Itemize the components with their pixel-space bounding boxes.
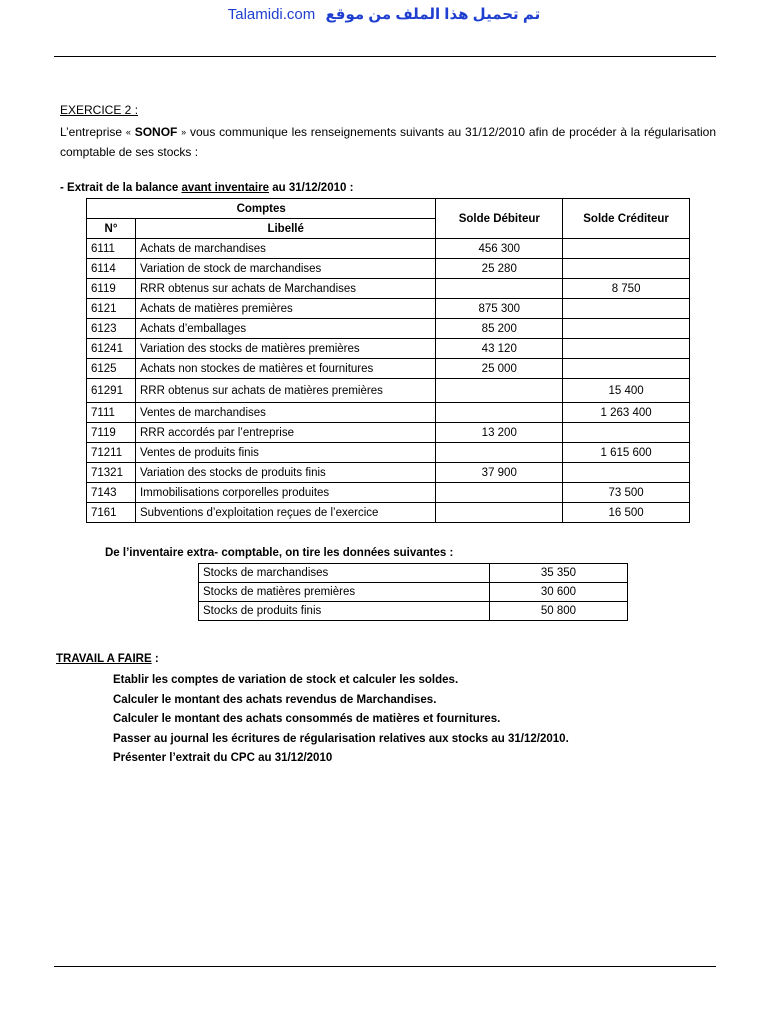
table-row (87, 403, 690, 423)
balance-title-underlined: avant inventaire (181, 182, 270, 194)
table-row (87, 339, 690, 359)
intro-start: L’entreprise (60, 125, 126, 139)
table-row (87, 359, 690, 379)
stock-label: Stocks de produits finis (199, 602, 490, 621)
account-number: 6111 (87, 239, 136, 259)
account-label: Variation des stocks de matières premières (135, 339, 435, 359)
account-number: 61241 (87, 339, 136, 359)
table-row (199, 564, 628, 583)
credit-value (563, 339, 690, 359)
inventory-title: De l’inventaire extra- comptable, on tire les données suivantes : (105, 547, 454, 559)
account-number: 6121 (87, 299, 136, 319)
credit-value (563, 463, 690, 483)
table-row (87, 443, 690, 463)
account-label: Achats de matières premières (135, 299, 435, 319)
list-item: Calculer le montant des achats revendus de Marchandises. (113, 693, 437, 706)
account-number: 7111 (87, 403, 136, 423)
account-label: Subventions d’exploitation reçues de l’exercice (135, 503, 435, 523)
top-divider (54, 56, 716, 57)
account-label: Ventes de marchandises (135, 403, 435, 423)
credit-value: 15 400 (563, 379, 690, 403)
quote-close: » (181, 127, 187, 137)
credit-value (563, 423, 690, 443)
table-row (87, 279, 690, 299)
credit-value: 73 500 (563, 483, 690, 503)
account-label: Variation de stock de marchandises (135, 259, 435, 279)
balance-title (60, 182, 353, 194)
bottom-divider (54, 966, 716, 967)
stock-value: 50 800 (490, 602, 628, 621)
debit-value: 85 200 (436, 319, 563, 339)
account-label: RRR obtenus sur achats de Marchandises (135, 279, 435, 299)
account-number: 6125 (87, 359, 136, 379)
account-label: Variation des stocks de produits finis (135, 463, 435, 483)
header-libelle: Libellé (135, 219, 435, 239)
account-number: 7161 (87, 503, 136, 523)
debit-value (436, 379, 563, 403)
account-label: RRR obtenus sur achats de matières premières (135, 379, 435, 403)
header-no: N° (87, 219, 136, 239)
balance-title-prefix: - Extrait de la balance (60, 182, 182, 194)
list-item: Présenter l’extrait du CPC au 31/12/2010 (113, 752, 333, 764)
stock-value: 35 350 (490, 564, 628, 583)
account-number: 7143 (87, 483, 136, 503)
credit-value (563, 319, 690, 339)
stock-label: Stocks de marchandises (199, 564, 490, 583)
debit-value (436, 503, 563, 523)
debit-value: 456 300 (436, 239, 563, 259)
header-comptes: Comptes (87, 199, 436, 219)
quote-open: « (125, 127, 131, 137)
debit-value (436, 279, 563, 299)
account-label: Achats de marchandises (135, 239, 435, 259)
list-item: Etablir les comptes de variation de stock et calculer les soldes. (113, 674, 459, 686)
credit-value (563, 259, 690, 279)
debit-value: 25 280 (436, 259, 563, 279)
exercise-title: EXERCICE 2 : (60, 103, 139, 117)
account-number: 6114 (87, 259, 136, 279)
intro-end: vous communique les renseignements suivants au 31/12/2010 afin de procéder à la régularisation comptable de ses stocks : (60, 125, 716, 159)
debit-value: 37 900 (436, 463, 563, 483)
account-number: 6123 (87, 319, 136, 339)
table-row (199, 602, 628, 621)
work-title (56, 653, 159, 665)
debit-value (436, 403, 563, 423)
credit-value (563, 239, 690, 259)
table-row (87, 239, 690, 259)
inventory-table (198, 563, 628, 621)
table-row (87, 319, 690, 339)
table-row (87, 379, 690, 403)
debit-value: 875 300 (436, 299, 563, 319)
company-name: SONOF (134, 125, 178, 139)
account-number: 71321 (87, 463, 136, 483)
list-item: Calculer le montant des achats consommés de matières et fournitures. (113, 713, 501, 725)
task-list (113, 671, 569, 769)
account-number: 7119 (87, 423, 136, 443)
debit-value: 25 000 (436, 359, 563, 379)
work-title-text: TRAVAIL A FAIRE (56, 653, 152, 665)
credit-value: 8 750 (563, 279, 690, 299)
table-row (87, 483, 690, 503)
account-label: RRR accordés par l’entreprise (135, 423, 435, 443)
credit-value: 1 615 600 (563, 443, 690, 463)
account-number: 61291 (87, 379, 136, 403)
balance-table (86, 198, 690, 523)
account-label: Achats d’emballages (135, 319, 435, 339)
debit-value (436, 443, 563, 463)
debit-value: 13 200 (436, 423, 563, 443)
site-name: Talamidi.com (227, 6, 316, 23)
credit-value (563, 359, 690, 379)
account-label: Achats non stockes de matières et fournitures (135, 359, 435, 379)
debit-value (436, 483, 563, 503)
account-number: 6119 (87, 279, 136, 299)
table-row (87, 299, 690, 319)
table-row (199, 583, 628, 602)
credit-value (563, 299, 690, 319)
stock-value: 30 600 (490, 583, 628, 602)
credit-value: 1 263 400 (563, 403, 690, 423)
stock-label: Stocks de matières premières (199, 583, 490, 602)
account-label: Ventes de produits finis (135, 443, 435, 463)
table-row (87, 259, 690, 279)
account-label: Immobilisations corporelles produites (135, 483, 435, 503)
table-row (87, 463, 690, 483)
debit-value: 43 120 (436, 339, 563, 359)
header-credit: Solde Créditeur (563, 199, 690, 239)
balance-title-suffix: au 31/12/2010 : (269, 182, 354, 194)
download-notice: تم تحميل هذا الملف من موقع (325, 6, 541, 23)
credit-value: 16 500 (563, 503, 690, 523)
header-debit: Solde Débiteur (436, 199, 563, 239)
table-row (87, 503, 690, 523)
exercise-intro (60, 122, 716, 162)
account-number: 71211 (87, 443, 136, 463)
list-item: Passer au journal les écritures de régularisation relatives aux stocks au 31/12/2010. (113, 732, 569, 745)
work-title-suffix: : (151, 653, 159, 665)
page-header (0, 6, 768, 24)
table-row (87, 423, 690, 443)
